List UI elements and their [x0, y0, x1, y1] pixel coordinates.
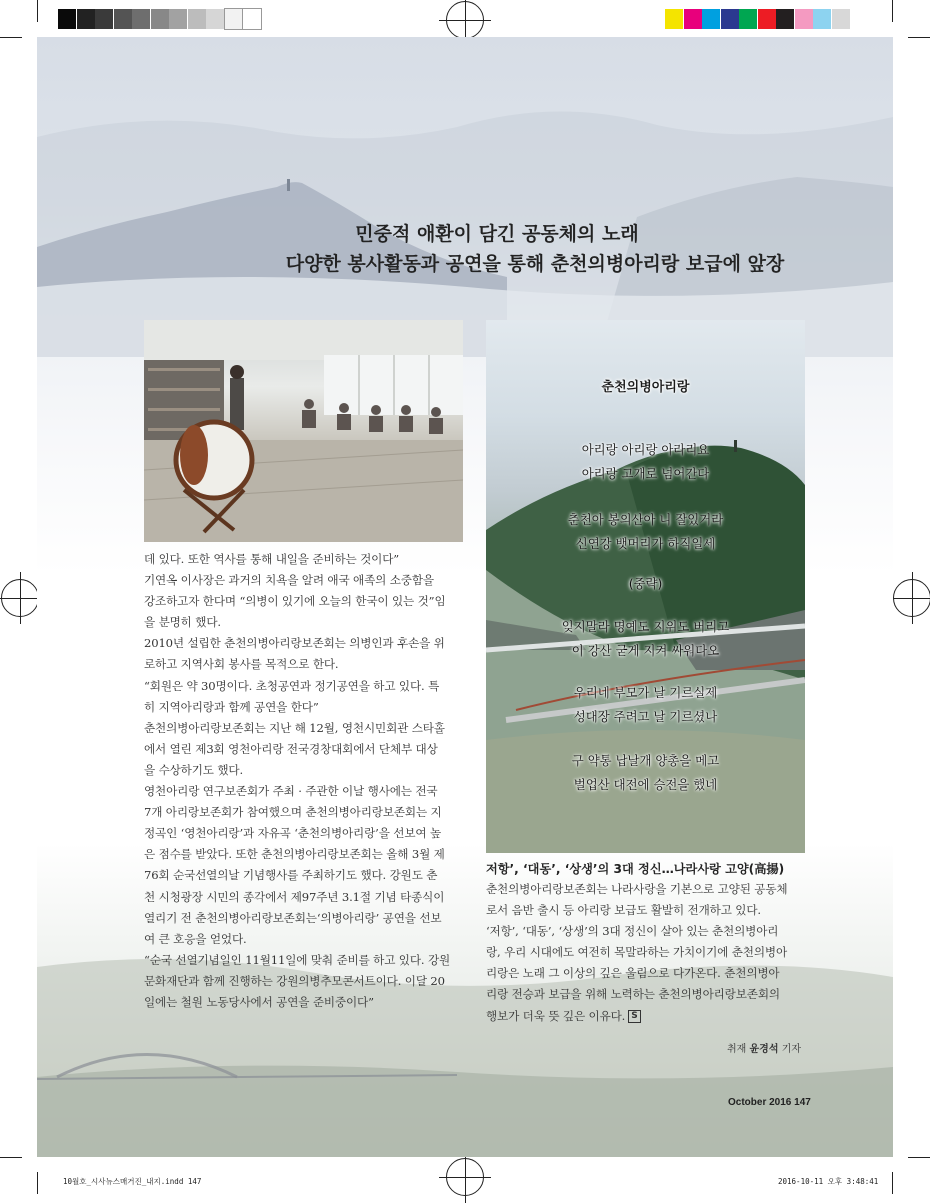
body-line: 데 있다. 또한 역사를 통해 내일을 준비하는 것이다” — [144, 552, 400, 566]
poem-line: 우리네 부모가 날 기르실제 — [573, 685, 718, 700]
grayscale-swatch — [151, 9, 169, 29]
byline — [727, 1040, 801, 1055]
crop-mark — [908, 1157, 930, 1158]
grayscale-swatch — [225, 9, 243, 29]
poem-line: 벌업산 대전에 승전을 했네 — [573, 777, 718, 792]
grayscale-swatch — [58, 9, 76, 29]
body-line: 여 큰 호응을 얻었다. — [144, 931, 247, 946]
process-color-swatch — [776, 9, 794, 29]
folio — [728, 1097, 811, 1108]
right-column-text — [486, 879, 806, 1027]
registration-mark-top — [446, 1, 484, 39]
poem-line: 아리랑 아리랑 아라리요 — [581, 442, 710, 457]
body-line-text: 행보가 더욱 뜻 깊은 이유다. — [486, 1008, 626, 1023]
process-color-swatch — [739, 9, 757, 29]
body-line: 76회 순국선열의날 기념행사를 주최하기도 했다. 강원도 춘 — [144, 868, 438, 883]
poem-line: 성대장 주려고 날 기르셨나 — [573, 709, 718, 724]
body-line-text: ‘저항’, ‘대동’, ‘상생’의 3대 정신이 살아 있는 춘천의병아리 — [486, 924, 779, 939]
body-line: 영천아리랑 연구보존회가 주최 · 주관한 이날 행사에는 전국 — [144, 784, 438, 799]
grayscale-swatch — [132, 9, 150, 29]
grayscale-swatch — [243, 9, 261, 29]
body-line: 에서 열린 제3회 영천아리랑 전국경창대회에서 단체부 대상 — [144, 741, 438, 756]
process-color-swatch — [684, 9, 702, 29]
crop-mark — [892, 1172, 893, 1194]
body-line — [486, 879, 806, 900]
grayscale-swatch — [77, 9, 95, 29]
body-line: “순국 선열기념일인 11월11일에 맞춰 준비를 하고 있다. 강원 — [144, 952, 451, 967]
body-line: 천 시청광장 시민의 종각에서 제97주년 3.1절 기념 타종식이 — [144, 889, 445, 904]
registration-mark-right — [893, 579, 930, 617]
poem-line: 아리랑 고개로 넘어간다 — [581, 466, 710, 481]
background-mountain-illustration — [37, 37, 893, 357]
poem-line: 이 강산 굳게 지켜 싸워다오 — [571, 643, 720, 658]
process-color-swatch — [665, 9, 683, 29]
headline-line-1: 민중적 애환이 담긴 공동체의 노래 — [355, 223, 639, 245]
end-of-article-mark: S — [628, 1010, 640, 1023]
body-line: 강조하고자 한다며 “의병이 있기에 오늘의 한국이 있는 것”임 — [144, 594, 446, 609]
body-line: 열리기 전 춘천의병아리랑보존회는‘의병아리랑’ 공연을 선보 — [144, 910, 442, 925]
body-line — [486, 921, 806, 942]
process-color-swatch — [702, 9, 720, 29]
grayscale-swatch — [188, 9, 206, 29]
body-line: 히 지역아리랑과 함께 공연을 한다” — [144, 699, 319, 714]
body-line: “회원은 약 30명이다. 초청공연과 정기공연을 하고 있다. 특 — [144, 678, 440, 693]
crop-mark — [0, 37, 22, 38]
body-line: 로하고 지역사회 봉사를 목적으로 한다. — [144, 657, 339, 672]
magazine-page — [37, 37, 893, 1157]
poem-line: 구 약통 납날개 양총을 메고 — [571, 753, 720, 768]
body-line-text: 로서 음반 출시 등 아리랑 보급도 활발히 전개하고 있다. — [486, 903, 761, 918]
crop-mark — [0, 1157, 22, 1158]
body-line: 춘천의병아리랑보존회는 지난 해 12월, 영천시민회관 스타홀 — [144, 720, 445, 735]
body-line: 정곡인 ‘영천아리랑’과 자유곡 ‘춘천의병아리랑’을 선보여 높 — [144, 826, 442, 841]
registration-mark-left — [1, 579, 39, 617]
poem-panel — [486, 320, 805, 853]
body-line — [486, 942, 806, 963]
body-line: 은 점수를 받았다. 또한 춘천의병아리랑보존회는 올해 3월 제 — [144, 847, 445, 862]
grayscale-swatch — [169, 9, 187, 29]
body-line-text: 춘천의병아리랑보존회는 나라사랑을 기본으로 고양된 공동체 — [486, 882, 788, 896]
poem-line: (중략) — [628, 576, 663, 591]
body-line-text: 랑, 우리 시대에도 여전히 목말라하는 가치이기에 춘천의병아 — [486, 945, 787, 960]
grayscale-swatch — [206, 9, 224, 29]
byline-suffix: 기자 — [781, 1044, 802, 1055]
rehearsal-photo-illustration — [144, 320, 463, 542]
slug-datetime: 2016-10-11 오후 3:48:41 — [778, 1177, 879, 1186]
right-subheading: 저항’, ‘대동’, ‘상생’의 3대 정신…나라사랑 고양(高揚) — [486, 862, 785, 876]
registration-mark-bottom — [446, 1158, 484, 1196]
grayscale-swatch — [95, 9, 113, 29]
body-line: 기연옥 이사장은 과거의 치욕을 알려 애국 애족의 소중함을 — [144, 573, 434, 588]
crop-mark — [908, 37, 930, 38]
process-color-swatch — [832, 9, 850, 29]
poem-title: 춘천의병아리랑 — [601, 380, 690, 395]
process-color-swatch — [758, 9, 776, 29]
byline-name: 윤경석 — [749, 1044, 779, 1055]
crop-mark — [37, 0, 38, 22]
byline-prefix: 취재 — [727, 1044, 747, 1055]
body-line: 을 분명히 했다. — [144, 615, 221, 630]
crop-mark — [37, 1172, 38, 1194]
body-line: 문화재단과 함께 진행하는 강원의병추모콘서트이다. 이달 20 — [144, 973, 445, 988]
crop-mark — [892, 0, 893, 22]
slug-filename: 10월호_시사뉴스매거진_내지.indd 147 — [63, 1177, 202, 1186]
folio-page-number: 147 — [794, 1097, 811, 1108]
process-color-swatch — [813, 9, 831, 29]
body-line: 을 수상하기도 했다. — [144, 762, 244, 777]
body-line — [486, 1006, 806, 1027]
body-line — [486, 900, 806, 921]
left-column-text — [144, 549, 464, 1013]
body-line-text: 리랑 전승과 보급을 위해 노력하는 춘천의병아리랑보존회의 — [486, 987, 780, 1002]
body-line: 2010년 설립한 춘천의병아리랑보존회는 의병인과 후손을 위 — [144, 636, 445, 651]
rehearsal-photo — [144, 320, 463, 542]
poem-line: 신연강 뱃머리가 하직일세 — [575, 536, 716, 551]
body-line — [486, 963, 806, 984]
body-line: 7개 아리랑보존회가 참여했으며 춘천의병아리랑보존회는 지 — [144, 805, 442, 820]
headline-line-2: 다양한 봉사활동과 공연을 통해 춘천의병아리랑 보급에 앞장 — [285, 253, 785, 275]
poem-line: 춘천아 봉의산아 니 잘있거라 — [567, 512, 724, 527]
folio-issue: October 2016 — [728, 1097, 792, 1108]
body-line-text: 리랑은 노래 그 이상의 깊은 울림으로 다가온다. 춘천의병아 — [486, 966, 780, 981]
grayscale-swatch — [114, 9, 132, 29]
poem-line: 잊지말라 명예도 지위도 버리고 — [561, 619, 730, 634]
body-line — [486, 984, 806, 1005]
process-color-swatch — [721, 9, 739, 29]
body-line: 일에는 철원 노동당사에서 공연을 준비중이다” — [144, 994, 374, 1009]
process-color-swatch — [795, 9, 813, 29]
